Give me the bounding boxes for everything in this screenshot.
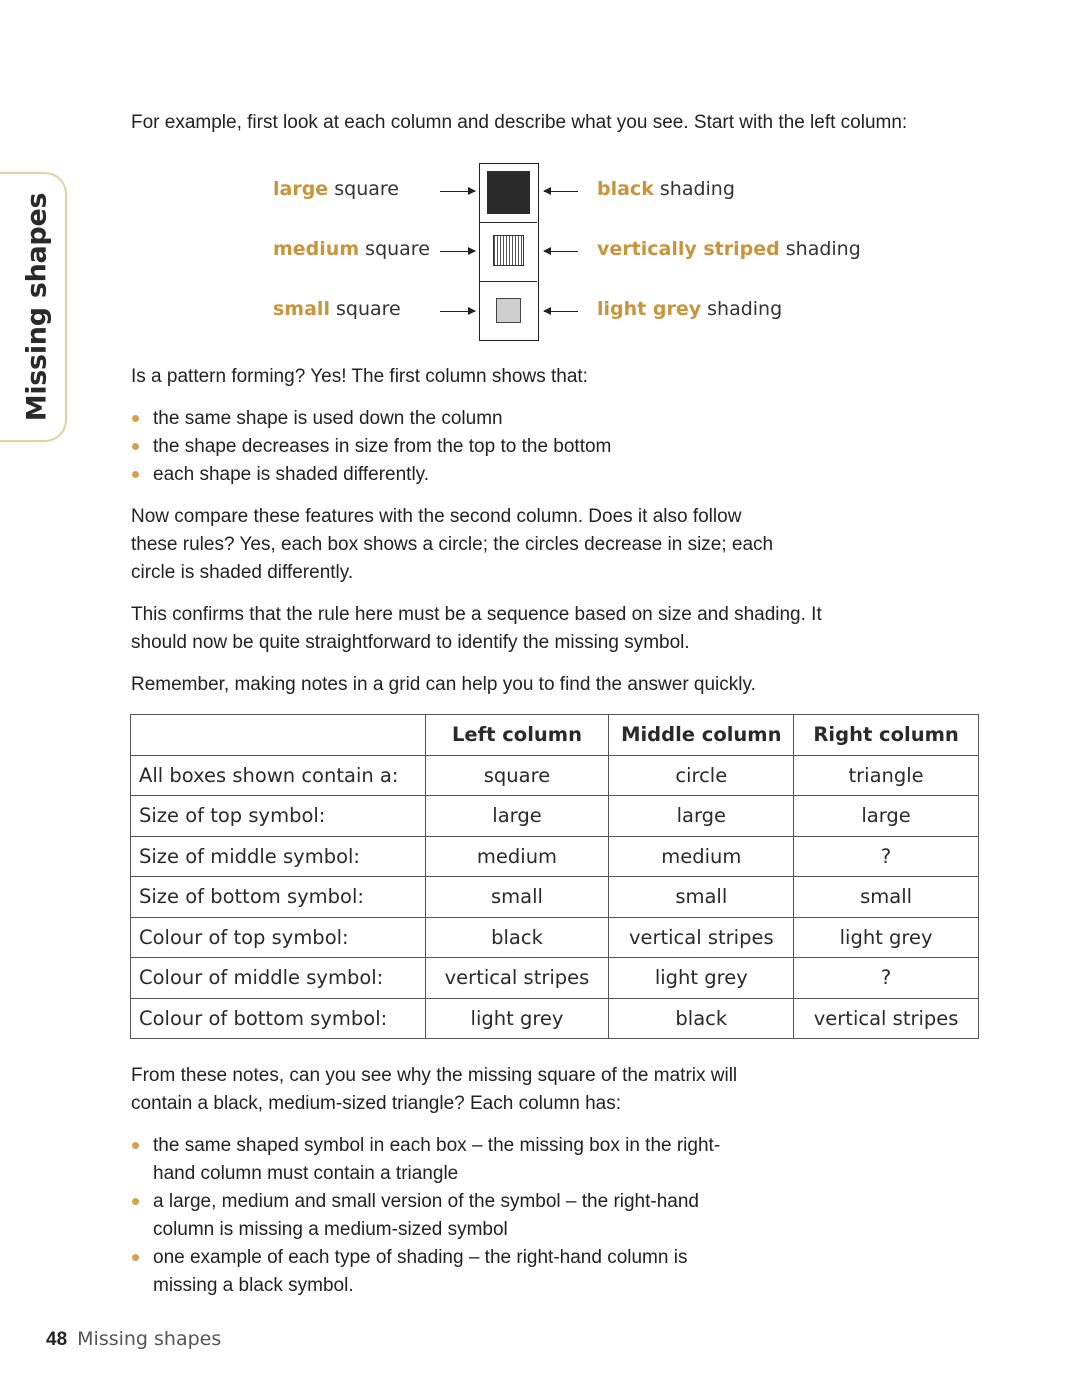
table-cell: vertical stripes	[609, 917, 794, 958]
column-header: Right column	[794, 715, 979, 756]
symbol-cell-middle	[480, 223, 537, 282]
table-row	[131, 917, 979, 958]
list-item: one example of each type of shading – the right-hand column is missing a black symbol.	[131, 1244, 751, 1300]
row-label: Size of top symbol:	[131, 796, 426, 837]
table-cell: medium	[609, 836, 794, 877]
list-item: the same shape is used down the column	[131, 405, 611, 433]
bullet-list-2	[131, 1132, 751, 1300]
table-cell: light grey	[794, 917, 979, 958]
table-cell: ?	[794, 836, 979, 877]
table-cell: light grey	[425, 998, 609, 1039]
arrow-left-icon	[544, 311, 578, 312]
footer-title: Missing shapes	[77, 1328, 222, 1350]
row-label: Colour of bottom symbol:	[131, 998, 426, 1039]
table-cell: black	[425, 917, 609, 958]
list-item: the same shaped symbol in each box – the missing box in the right-hand column must contain a triangle	[131, 1132, 751, 1188]
table-cell: light grey	[609, 958, 794, 999]
table-row	[131, 755, 979, 796]
symbol-cell-bottom	[480, 282, 537, 341]
confirm-paragraph: This confirms that the rule here must be a sequence based on size and shading. It should now be quite straightforward to identify the missing symbol.	[131, 604, 822, 653]
list-item: the shape decreases in size from the top to the bottom	[131, 433, 611, 461]
size-label-1: large square	[273, 178, 399, 200]
notes-grid	[130, 714, 979, 1039]
table-row	[131, 998, 979, 1039]
row-label: Size of bottom symbol:	[131, 877, 426, 918]
medium-striped-square	[493, 235, 524, 266]
table-row	[131, 958, 979, 999]
table-cell: triangle	[794, 755, 979, 796]
table-cell: small	[425, 877, 609, 918]
arrow-left-icon	[544, 191, 578, 192]
small-grey-square	[496, 298, 521, 323]
page-footer	[46, 1328, 221, 1351]
bullet-list-1	[131, 405, 611, 489]
row-label: Colour of middle symbol:	[131, 958, 426, 999]
table-cell: medium	[425, 836, 609, 877]
list-item: each shape is shaded differently.	[131, 461, 611, 489]
table-cell: circle	[609, 755, 794, 796]
arrow-right-icon	[440, 311, 475, 312]
shade-label-1: black shading	[597, 178, 735, 200]
row-label: Colour of top symbol:	[131, 917, 426, 958]
remember-paragraph: Remember, making notes in a grid can help you to find the answer quickly.	[131, 674, 756, 695]
shade-label-2: vertically striped shading	[597, 238, 861, 260]
pattern-question: Is a pattern forming? Yes! The first column shows that:	[131, 366, 588, 387]
column-header: Left column	[425, 715, 609, 756]
arrow-left-icon	[544, 251, 578, 252]
table-cell: vertical stripes	[425, 958, 609, 999]
table-cell: ?	[794, 958, 979, 999]
table-cell: large	[609, 796, 794, 837]
table-cell: small	[794, 877, 979, 918]
symbol-cell-top	[480, 164, 537, 223]
row-label: Size of middle symbol:	[131, 836, 426, 877]
list-item: a large, medium and small version of the symbol – the right-hand column is missing a medium-sized symbol	[131, 1188, 751, 1244]
page-number: 48	[46, 1329, 68, 1350]
table-cell: large	[794, 796, 979, 837]
table-header-row	[131, 715, 979, 756]
size-label-3: small square	[273, 298, 401, 320]
table-row	[131, 796, 979, 837]
intro-paragraph: For example, first look at each column and describe what you see. Start with the left column:	[131, 112, 908, 133]
table-cell: black	[609, 998, 794, 1039]
notes-paragraph: From these notes, can you see why the missing square of the matrix will contain a black, medium-sized triangle? Each column has:	[131, 1065, 738, 1114]
table-cell: vertical stripes	[794, 998, 979, 1039]
table-row	[131, 836, 979, 877]
arrow-right-icon	[440, 251, 475, 252]
arrow-right-icon	[440, 191, 475, 192]
symbol-column	[479, 163, 539, 341]
size-label-2: medium square	[273, 238, 430, 260]
table-cell: square	[425, 755, 609, 796]
column-header	[131, 715, 426, 756]
shade-label-3: light grey shading	[597, 298, 783, 320]
column-header: Middle column	[609, 715, 794, 756]
side-tab-label: Missing shapes	[21, 192, 53, 422]
table-cell: large	[425, 796, 609, 837]
large-black-square	[487, 171, 530, 214]
row-label: All boxes shown contain a:	[131, 755, 426, 796]
compare-paragraph: Now compare these features with the second column. Does it also follow these rules? Yes, each box shows a circle; the circles decrease in size; each circle is shaded differently.	[131, 506, 774, 583]
table-row	[131, 877, 979, 918]
table-cell: small	[609, 877, 794, 918]
